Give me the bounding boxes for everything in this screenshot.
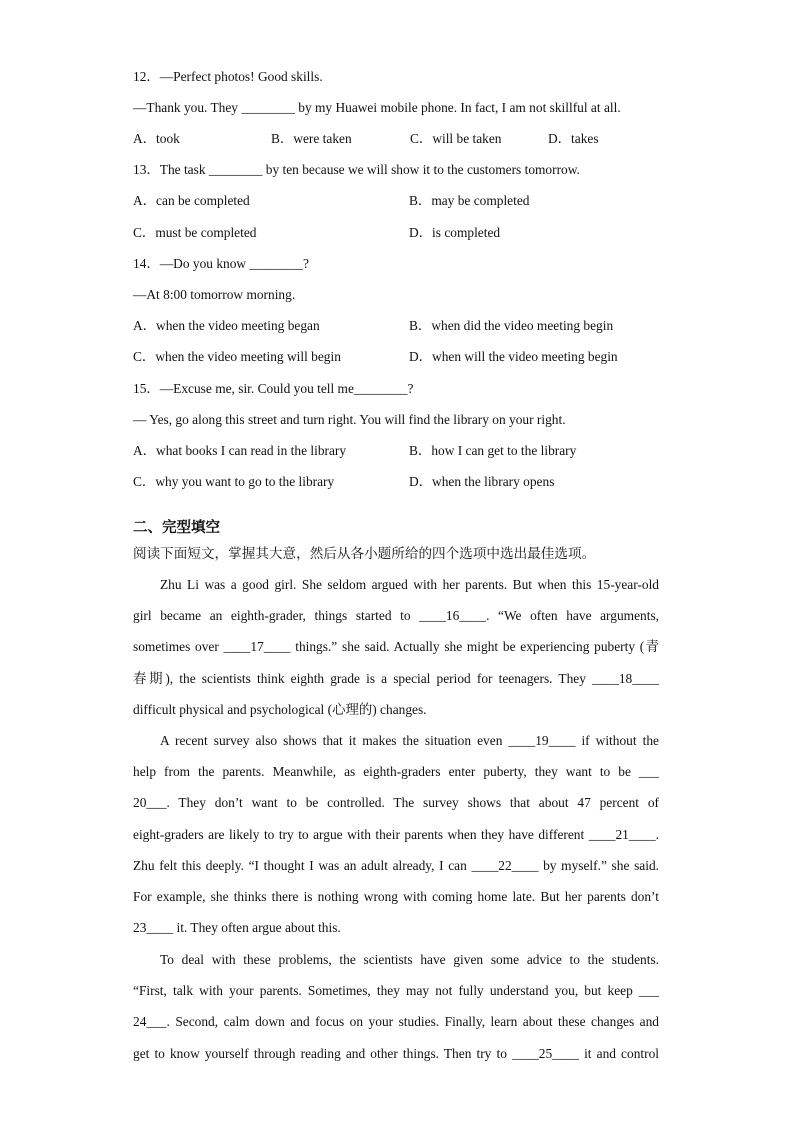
question-15-option-b: B．how I can get to the library	[409, 443, 577, 458]
passage-line: 24___. Second, calm down and focus on your studies. Finally, learn about these changes and	[133, 1014, 659, 1030]
question-15-option-c: C．why you want to go to the library	[133, 474, 335, 489]
question-13-stem: 13．The task ________ by ten because we will show it to the customers tomorrow.	[133, 162, 580, 177]
question-13-option-d: D．is completed	[409, 225, 501, 240]
question-12-stem: 12．—Perfect photos! Good skills.	[133, 69, 323, 84]
passage-line: sometimes over ____17____ things.” she said. Actually she might be experiencing puberty (青	[133, 639, 659, 655]
passage-line: To deal with these problems, the scientists have given some advice to the students.	[160, 952, 659, 967]
passage-line: Zhu Li was a good girl. She seldom argued with her parents. But when this 15-year-old	[160, 577, 659, 592]
question-12-option-a: A．took	[133, 131, 180, 146]
section-instruction: 阅读下面短文，掌握其大意，然后从各小题所给的四个选项中选出最佳选项。	[133, 546, 596, 562]
question-13-option-a: A．can be completed	[133, 193, 250, 208]
question-15-option-d: D．when the library opens	[409, 474, 555, 489]
passage-paragraph-3	[133, 944, 659, 1069]
passage-line: “First, talk with your parents. Sometimes, they may not fully understand you, but keep ___	[133, 983, 659, 999]
passage-line: 春期), the scientists think eighth grade is a special period for teenagers. They ____18____	[133, 670, 659, 686]
question-14-option-c: C．when the video meeting will begin	[133, 349, 341, 364]
question-15-option-a: A．what books I can read in the library	[133, 443, 347, 458]
question-14-option-b: B．when did the video meeting begin	[409, 318, 614, 333]
question-14-stem: 14．—Do you know ________?	[133, 256, 309, 271]
question-12-option-d: D．takes	[548, 131, 599, 146]
passage-line: girl became an eighth-grader, things started to ____16____. “We often have arguments,	[133, 608, 659, 624]
passage-line: Zhu felt this deeply. “I thought I was an adult already, I can ____22____ by myself.” she said.	[133, 857, 659, 873]
passage-line: A recent survey also shows that it makes the situation even ____19____ if without the	[160, 733, 659, 748]
passage-line: difficult physical and psychological (心理的) changes.	[133, 701, 427, 717]
question-14-option-a: A．when the video meeting began	[133, 318, 320, 333]
passage-line: 23____ it. They often argue about this.	[133, 920, 341, 936]
question-15-dialogue: — Yes, go along this street and turn right. You will find the library on your right.	[133, 412, 566, 427]
question-12-dialogue: —Thank you. They ________ by my Huawei mobile phone. In fact, I am not skillful at all.	[133, 100, 621, 115]
passage-line: For example, she thinks there is nothing wrong with coming home late. But her parents don’t	[133, 889, 659, 905]
passage-paragraph-1	[133, 569, 659, 725]
question-13-option-b: B．may be completed	[409, 193, 530, 208]
question-14-dialogue: —At 8:00 tomorrow morning.	[133, 287, 296, 302]
passage-line: get to know yourself through reading and other things. Then try to ____25____ it and control	[133, 1045, 659, 1061]
passage-line: 20___. They don’t want to be controlled. The survey shows that about 47 percent of	[133, 795, 659, 811]
question-15-stem: 15．—Excuse me, sir. Could you tell me________?	[133, 381, 414, 396]
section-heading: 二、完型填空	[133, 520, 220, 536]
passage-line: help from the parents. Meanwhile, as eighth-graders enter puberty, they want to be ___	[133, 764, 659, 780]
passage-paragraph-2	[133, 725, 659, 943]
passage-line: eight-graders are likely to try to argue with their parents when they have different ____21____.	[133, 826, 659, 842]
question-13-option-c: C．must be completed	[133, 225, 257, 240]
question-14-option-d: D．when will the video meeting begin	[409, 349, 618, 364]
question-12-option-c: C．will be taken	[410, 131, 502, 146]
question-12-option-b: B．were taken	[271, 131, 352, 146]
